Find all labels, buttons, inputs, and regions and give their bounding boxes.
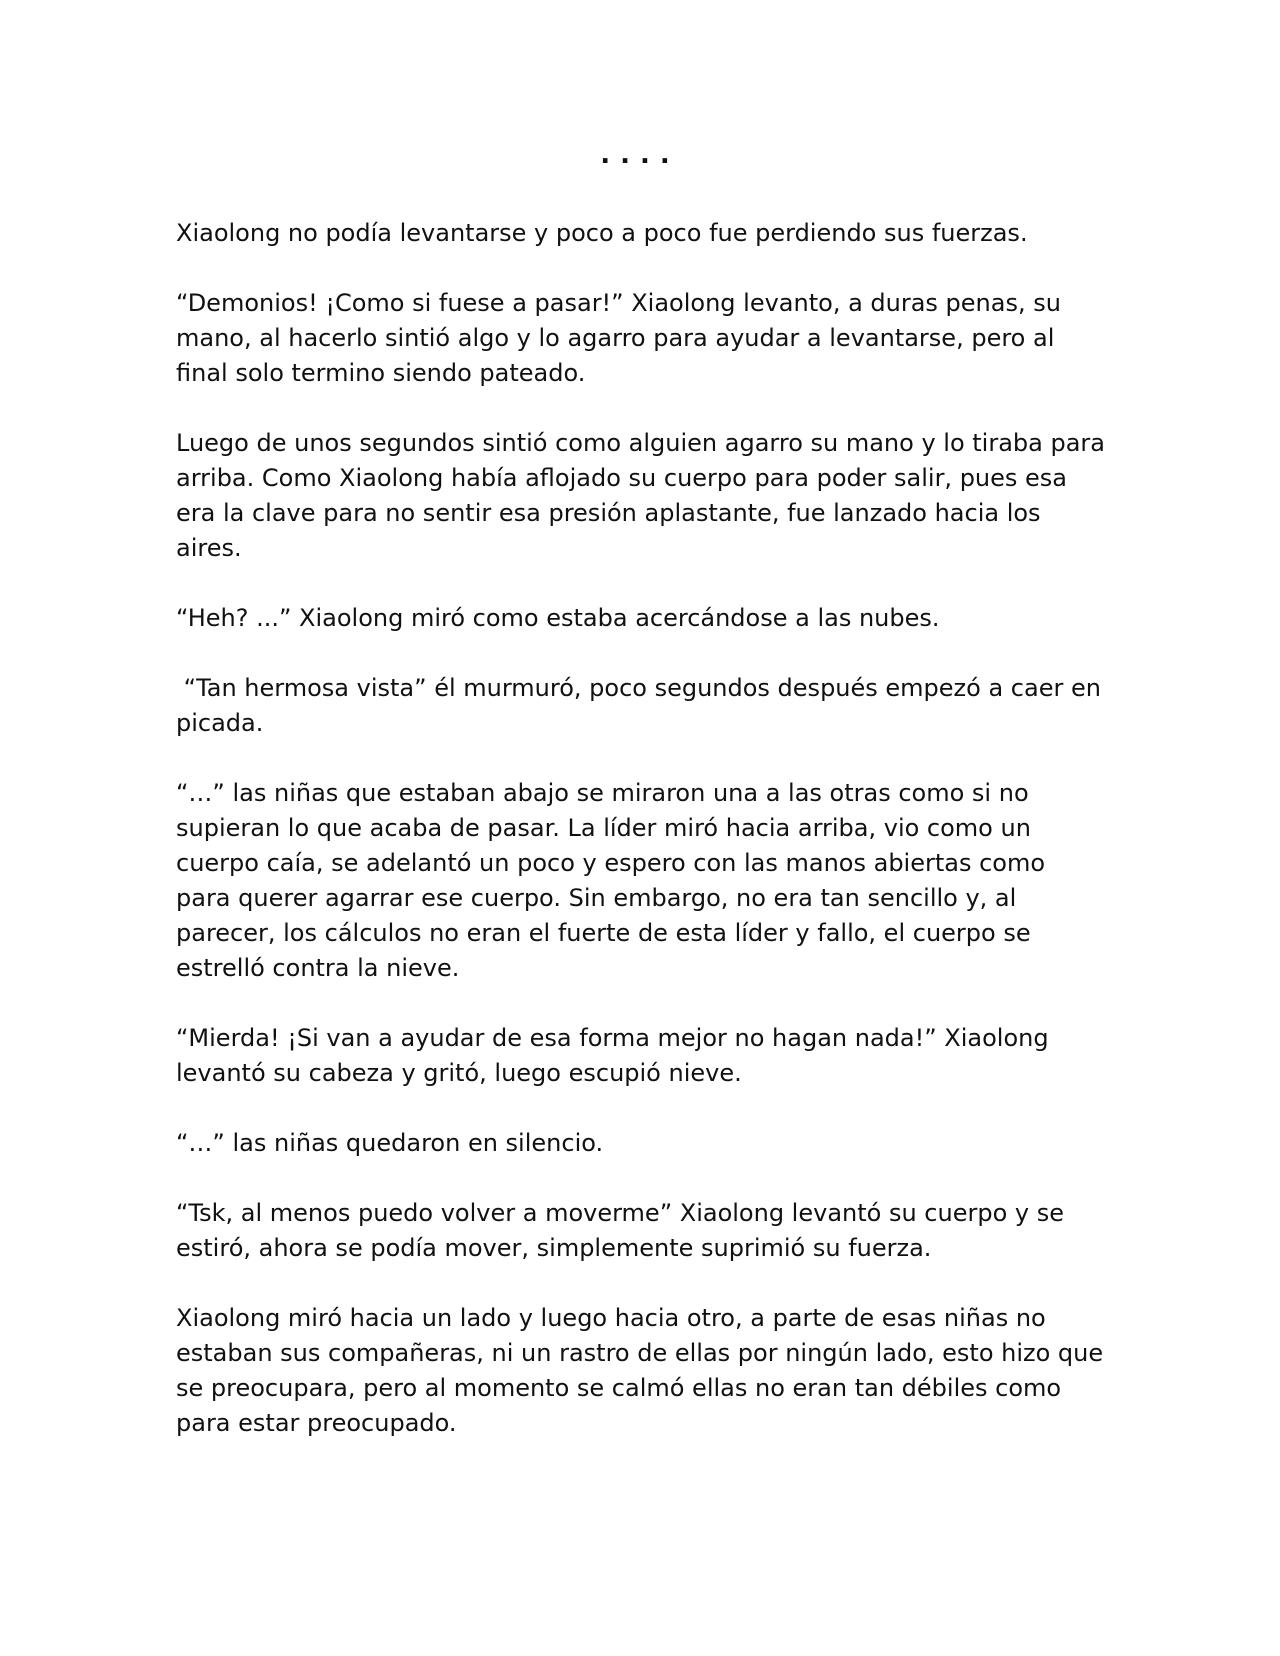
paragraph: Xiaolong miró hacia un lado y luego hacia otro, a parte de esas niñas no estaban sus compañeras, ni un rastro de ellas por ningún lado, esto hizo que se preocupara, pero al momento se calmó ellas no eran tan débiles como para estar preocupado. [176,1304,1111,1437]
paragraph: “…” las niñas quedaron en silencio. [176,1129,604,1157]
section-separator: .... [600,140,680,170]
paragraph: “Demonios! ¡Como si fuese a pasar!” Xiaolong levanto, a duras penas, su mano, al hacerlo sintió algo y lo agarro para ayudar a levantarse, pero al final solo termino siendo pateado. [176,289,1069,387]
paragraph: “Heh? ...” Xiaolong miró como estaba acercándose a las nubes. [176,604,940,632]
paragraph: Xiaolong no podía levantarse y poco a poco fue perdiendo sus fuerzas. [176,219,1028,247]
paragraph: Luego de unos segundos sintió como alguien agarro su mano y lo tiraba para arriba. Como Xiaolong había aflojado su cuerpo para poder salir, pues esa era la clave para no sentir esa presión aplastante, fue lanzado hacia los aires. [176,429,1113,562]
paragraph: “…” las niñas que estaban abajo se miraron una a las otras como si no supieran lo que acaba de pasar. La líder miró hacia arriba, vio como un cuerpo caía, se adelantó un poco y espero con las manos abiertas como para querer agarrar ese cuerpo. Sin embargo, no era tan sencillo y, al parecer, los cálculos no eran el fuerte de esta líder y fallo, el cuerpo se estrelló contra la nieve. [176,779,1053,982]
paragraph: “Tan hermosa vista” él murmuró, poco segundos después empezó a caer en picada. [176,674,1109,737]
paragraph: “Mierda! ¡Si van a ayudar de esa forma mejor no hagan nada!” Xiaolong levantó su cabeza y gritó, luego escupió nieve. [176,1024,1057,1087]
document-body [176,216,1113,1476]
paragraph: “Tsk, al menos puedo volver a moverme” Xiaolong levantó su cuerpo y se estiró, ahora se podía mover, simplemente suprimió su fuerza. [176,1199,1072,1262]
